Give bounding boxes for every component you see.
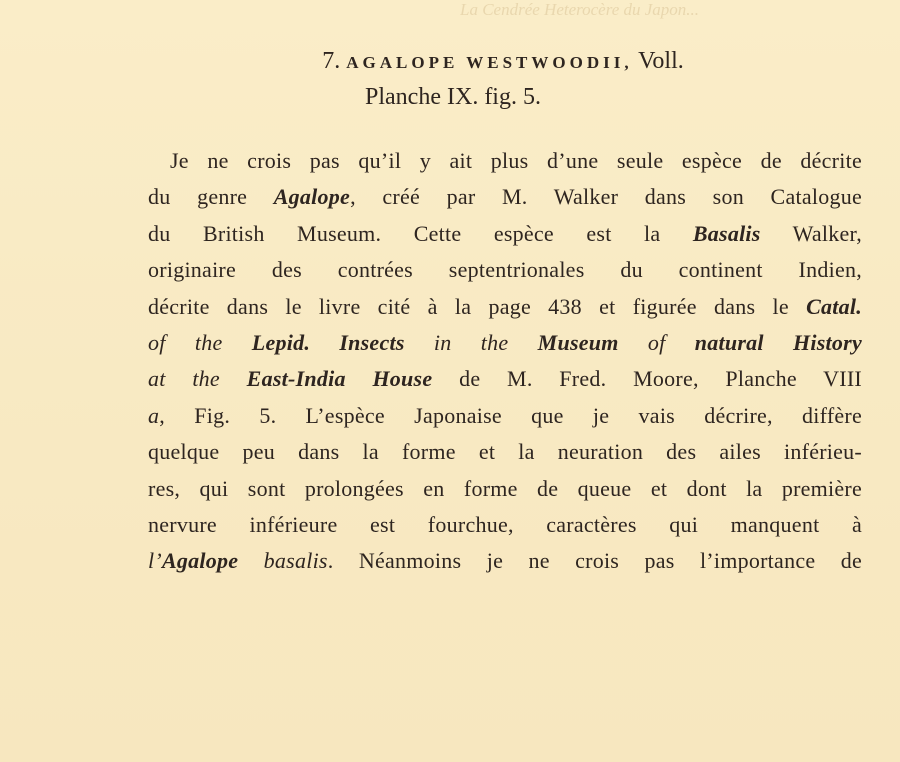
paragraph-line (148, 143, 862, 179)
emphasis-run: in the (404, 330, 538, 356)
species-name: AGALOPE WESTWOODII, (346, 53, 633, 72)
text-run: du British Museum. Cette espèce est la (148, 220, 693, 246)
text-run: du genre (148, 184, 274, 210)
emphasis-run: East-India House (246, 366, 433, 392)
paragraph-line (148, 398, 862, 434)
text-run: de M. Fred. Moore, Planche VIII (432, 366, 862, 392)
paragraph-line (148, 361, 862, 397)
emphasis-run: Agalope (273, 184, 351, 210)
emphasis-run: basalis (238, 548, 328, 574)
text-run: originaire des contrées septentrionales du continent Indien, (148, 257, 862, 283)
species-heading (53, 46, 900, 78)
emphasis-run: of the (148, 330, 252, 356)
emphasis-run: a (148, 402, 160, 428)
emphasis-run: l’ (148, 548, 162, 574)
emphasis-run: Catal. (806, 293, 862, 319)
text-run: res, qui sont prolongées en forme de queue et dont la première (148, 475, 862, 501)
emphasis-run: Agalope (161, 548, 239, 574)
paragraph-line (148, 507, 862, 543)
paragraph-line (148, 216, 862, 252)
paragraph-line (148, 543, 862, 579)
text-run: Walker, (760, 220, 862, 246)
species-author: Voll. (638, 48, 684, 74)
paragraph-line (148, 289, 862, 325)
paragraph-line (148, 179, 862, 215)
species-number: 7. (322, 48, 341, 74)
emphasis-run: at the (148, 366, 247, 392)
text-run: Je ne crois pas qu’il y ait plus d’une seule espèce de décrite (170, 148, 862, 173)
text-run: quelque peu dans la forme et la neuration des ailes inférieu- (148, 439, 862, 465)
paragraph-line (148, 325, 862, 361)
plate-reference: Planche IX. fig. 5. (365, 84, 541, 110)
text-run: , Fig. 5. L’espèce Japonaise que je vais décrire, diffère (159, 402, 862, 428)
emphasis-run: natural History (694, 330, 862, 356)
emphasis-run: Lepid. Insects (251, 330, 405, 356)
text-run: décrite dans le livre cité à la page 438 et figurée dans le (148, 293, 807, 319)
bleed-through-text: La Cendrée Heterocère du Japon... (460, 0, 700, 19)
text-run: nervure inférieure est fourchue, caractères qui manquent à (148, 512, 862, 538)
text-run: , créé par M. Walker dans son Catalogue (350, 184, 862, 210)
paragraph-line (148, 471, 862, 507)
paragraph-line (148, 252, 862, 288)
emphasis-run: Basalis (692, 220, 761, 246)
paragraph-line (148, 434, 862, 470)
emphasis-run: Museum (537, 330, 619, 356)
emphasis-run: of (618, 330, 695, 356)
text-run: . Néanmoins je ne crois pas l’importance de (327, 548, 862, 574)
body-paragraph (148, 143, 862, 580)
